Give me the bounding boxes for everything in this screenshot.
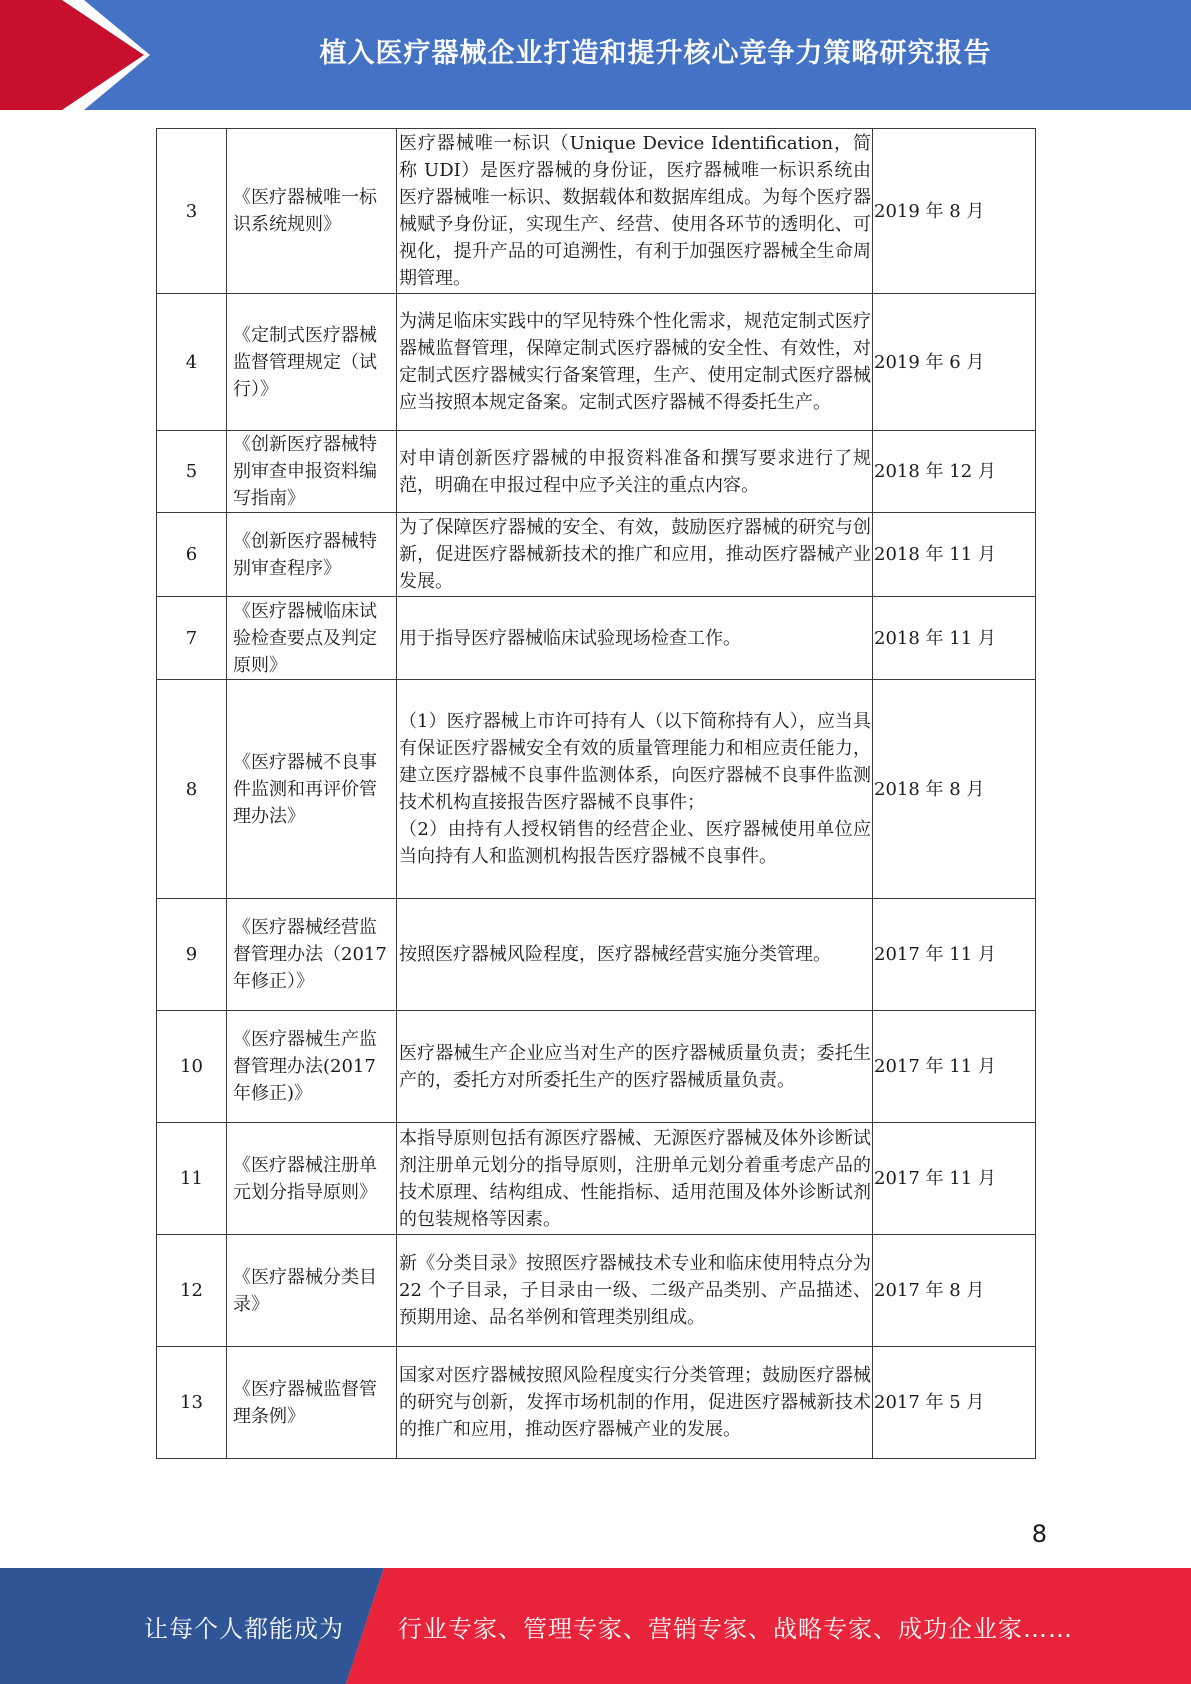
regulation-name: 《医疗器械临床试验检查要点及判定原则》 — [227, 597, 397, 680]
regulation-name: 《医疗器械唯一标识系统规则》 — [227, 129, 397, 294]
footer-slogan-left: 让每个人都能成为 — [144, 1614, 344, 1643]
issue-date: 2017 年 8 月 — [873, 1235, 1036, 1347]
table-row — [157, 294, 1036, 431]
issue-date: 2017 年 5 月 — [873, 1347, 1036, 1459]
regulation-name: 《创新医疗器械特别审查程序》 — [227, 513, 397, 597]
issue-date: 2018 年 11 月 — [873, 597, 1036, 680]
chevron-arrow-icon — [0, 0, 160, 110]
row-number: 12 — [157, 1235, 227, 1347]
row-number: 9 — [157, 899, 227, 1011]
issue-date: 2018 年 8 月 — [873, 680, 1036, 899]
row-number: 10 — [157, 1011, 227, 1123]
regulation-description: 医疗器械生产企业应当对生产的医疗器械质量负责；委托生产的，委托方对所委托生产的医疗器械质量负责。 — [397, 1011, 873, 1123]
regulation-name: 《医疗器械监督管理条例》 — [227, 1347, 397, 1459]
page-footer — [0, 1568, 1191, 1684]
regulation-description: 新《分类目录》按照医疗器械技术专业和临床使用特点分为 22 个子目录，子目录由一级、二级产品类别、产品描述、预期用途、品名举例和管理类别组成。 — [397, 1235, 873, 1347]
issue-date: 2019 年 6 月 — [873, 294, 1036, 431]
table-row — [157, 680, 1036, 899]
regulation-name: 《医疗器械不良事件监测和再评价管理办法》 — [227, 680, 397, 899]
row-number: 4 — [157, 294, 227, 431]
issue-date: 2017 年 11 月 — [873, 899, 1036, 1011]
issue-date: 2018 年 11 月 — [873, 513, 1036, 597]
table-row — [157, 899, 1036, 1011]
table-row — [157, 597, 1036, 680]
table-row — [157, 1123, 1036, 1235]
regulation-description: 为满足临床实践中的罕见特殊个性化需求，规范定制式医疗器械监督管理，保障定制式医疗器械的安全性、有效性，对定制式医疗器械实行备案管理，生产、使用定制式医疗器械应当按照本规定备案。定制式医疗器械不得委托生产。 — [397, 294, 873, 431]
regulation-description: （1）医疗器械上市许可持有人（以下简称持有人），应当具有保证医疗器械安全有效的质量管理能力和相应责任能力，建立医疗器械不良事件监测体系，向医疗器械不良事件监测技术机构直接报告医疗器械不良事件； （2）由持有人授权销售的经营企业、医疗器械使用单位应当向持有人和监测机构报告医疗器械不良事件。 — [397, 680, 873, 899]
report-title: 植入医疗器械企业打造和提升核心竞争力策略研究报告 — [319, 37, 992, 69]
page-number: 8 — [1031, 1520, 1047, 1548]
row-number: 5 — [157, 431, 227, 513]
table-row — [157, 1347, 1036, 1459]
issue-date: 2017 年 11 月 — [873, 1011, 1036, 1123]
regulation-name: 《医疗器械经营监督管理办法（2017 年修正）》 — [227, 899, 397, 1011]
regulation-description: 医疗器械唯一标识（Unique Device Identification，简称 UDI）是医疗器械的身份证，医疗器械唯一标识系统由医疗器械唯一标识、数据载体和数据库组成。为每个医疗器械赋予身份证，实现生产、经营、使用各环节的透明化、可视化，提升产品的可追溯性，有利于加强医疗器械全生命周期管理。 — [397, 129, 873, 294]
row-number: 3 — [157, 129, 227, 294]
regulation-description: 为了保障医疗器械的安全、有效，鼓励医疗器械的研究与创新，促进医疗器械新技术的推广和应用，推动医疗器械产业发展。 — [397, 513, 873, 597]
regulation-description: 用于指导医疗器械临床试验现场检查工作。 — [397, 597, 873, 680]
table-row — [157, 1011, 1036, 1123]
row-number: 7 — [157, 597, 227, 680]
row-number: 13 — [157, 1347, 227, 1459]
regulation-table — [156, 128, 1036, 1459]
regulation-name: 《医疗器械生产监督管理办法(2017 年修正)》 — [227, 1011, 397, 1123]
issue-date: 2017 年 11 月 — [873, 1123, 1036, 1235]
page-header — [0, 0, 1191, 110]
row-number: 11 — [157, 1123, 227, 1235]
regulation-name: 《定制式医疗器械监督管理规定（试行）》 — [227, 294, 397, 431]
regulation-name: 《医疗器械注册单元划分指导原则》 — [227, 1123, 397, 1235]
regulation-name: 《创新医疗器械特别审查申报资料编写指南》 — [227, 431, 397, 513]
row-number: 6 — [157, 513, 227, 597]
table-row — [157, 431, 1036, 513]
regulation-description: 对申请创新医疗器械的申报资料准备和撰写要求进行了规范，明确在申报过程中应予关注的重点内容。 — [397, 431, 873, 513]
row-number: 8 — [157, 680, 227, 899]
table-row — [157, 1235, 1036, 1347]
regulation-description: 按照医疗器械风险程度，医疗器械经营实施分类管理。 — [397, 899, 873, 1011]
table-row — [157, 513, 1036, 597]
issue-date: 2019 年 8 月 — [873, 129, 1036, 294]
regulation-name: 《医疗器械分类目录》 — [227, 1235, 397, 1347]
table-row — [157, 129, 1036, 294]
issue-date: 2018 年 12 月 — [873, 431, 1036, 513]
regulation-description: 本指导原则包括有源医疗器械、无源医疗器械及体外诊断试剂注册单元划分的指导原则，注册单元划分着重考虑产品的技术原理、结构组成、性能指标、适用范围及体外诊断试剂的包装规格等因素。 — [397, 1123, 873, 1235]
regulation-description: 国家对医疗器械按照风险程度实行分类管理；鼓励医疗器械的研究与创新，发挥市场机制的作用，促进医疗器械新技术的推广和应用，推动医疗器械产业的发展。 — [397, 1347, 873, 1459]
footer-slogan-right: 行业专家、管理专家、营销专家、战略专家、成功企业家…… — [398, 1614, 1073, 1643]
